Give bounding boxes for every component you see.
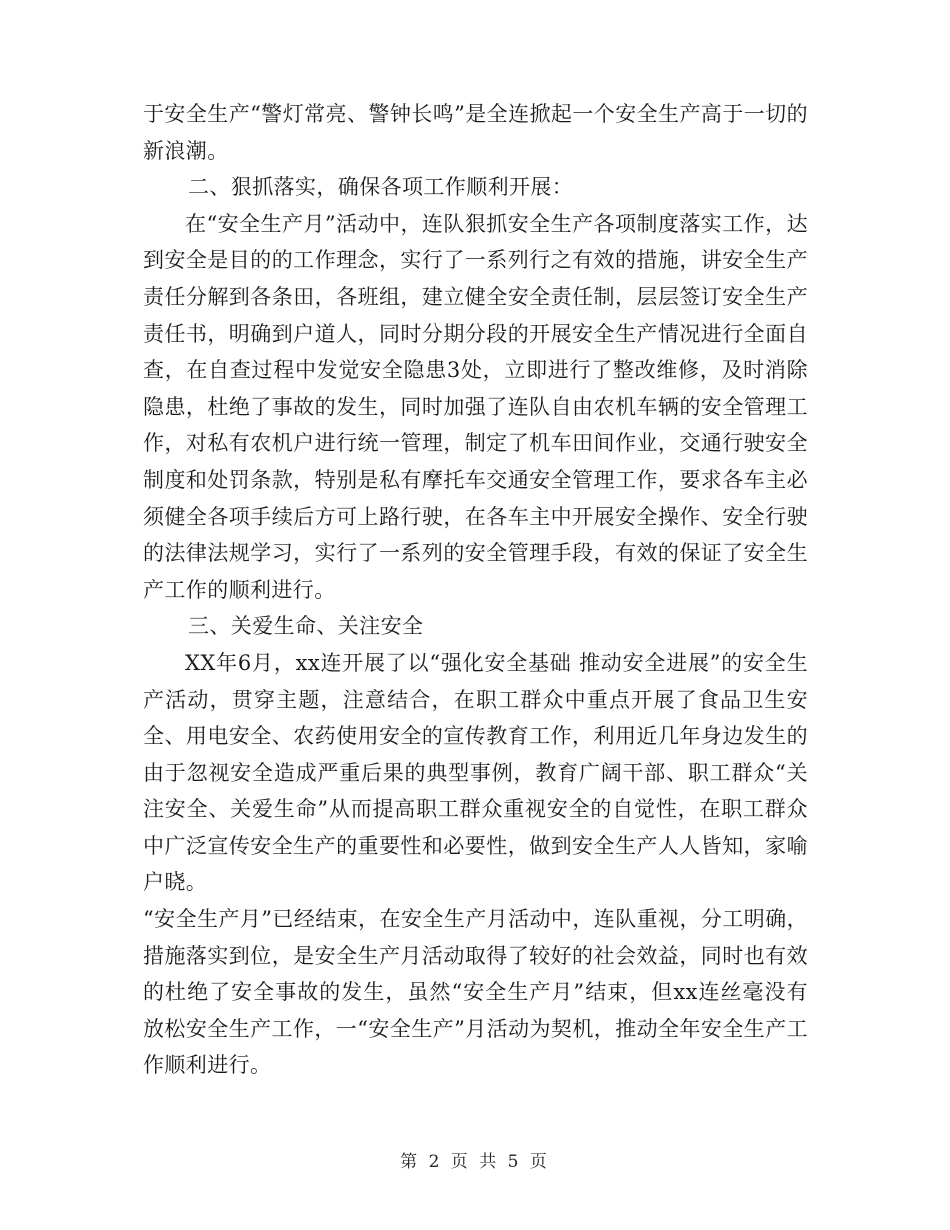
paragraph-implementation: 在“安全生产月”活动中，连队狠抓安全生产各项制度落实工作，达到安全是目的的工作理念，实行了一系列行之有效的措施，讲安全生产责任分解到各条田，各班组，建立健全安全责任制，层层签订安全生产责任书，明确到户道人，同时分期分段的开展安全生产情况进行全面自查，在自查过程中发觉安全隐患3处，立即进行了整改维修，及时消除隐患，杜绝了事故的发生，同时加强了连队自由农机车辆的安全管理工作，对私有农机户进行统一管理，制定了机车田间作业，交通行驶安全制度和处罚条款，特别是私有摩托车交通安全管理工作，要求各车主必须健全各项手续后方可上路行驶，在各车主中开展安全操作、安全行驶的法律法规学习，实行了一系列的安全管理手段，有效的保证了安全生产工作的顺利进行。 bbox=[143, 211, 808, 602]
paragraph-continuation: 于安全生产“警灯常亮、警钟长鸣”是全连掀起一个安全生产高于一切的新浪潮。 bbox=[143, 102, 808, 163]
document-body bbox=[143, 96, 808, 1084]
section-heading-two: 二、狠抓落实，确保各项工作顺利开展： bbox=[188, 175, 574, 200]
paragraph-conclusion: “安全生产月”已经结束，在安全生产月活动中，连队重视，分工明确，措施落实到位，是安全生产月活动取得了较好的社会效益，同时也有效的杜绝了安全事故的发生，虽然“安全生产月”结束，但xx连丝毫没有放松安全生产工作，一“安全生产”月活动为契机，推动全年安全生产工作顺利进行。 bbox=[143, 907, 808, 1078]
paragraph-safety-campaign: XX年6月，xx连开展了以“强化安全基础 推动安全进展”的安全生产活动，贯穿主题，注意结合，在职工群众中重点开展了食品卫生安全、用电安全、农药使用安全的宣传教育工作，利用近几年身边发生的由于忽视安全造成严重后果的典型事例，教育广阔干部、职工群众“关注安全、关爱生命”从而提高职工群众重视安全的自觉性，在职工群众中广泛宣传安全生产的重要性和必要性，做到安全生产人人皆知，家喻户晓。 bbox=[143, 650, 808, 895]
page-number-footer: 第 2 页 共 5 页 bbox=[400, 1152, 550, 1172]
section-heading-three: 三、关爱生命、关注安全 bbox=[188, 614, 424, 639]
